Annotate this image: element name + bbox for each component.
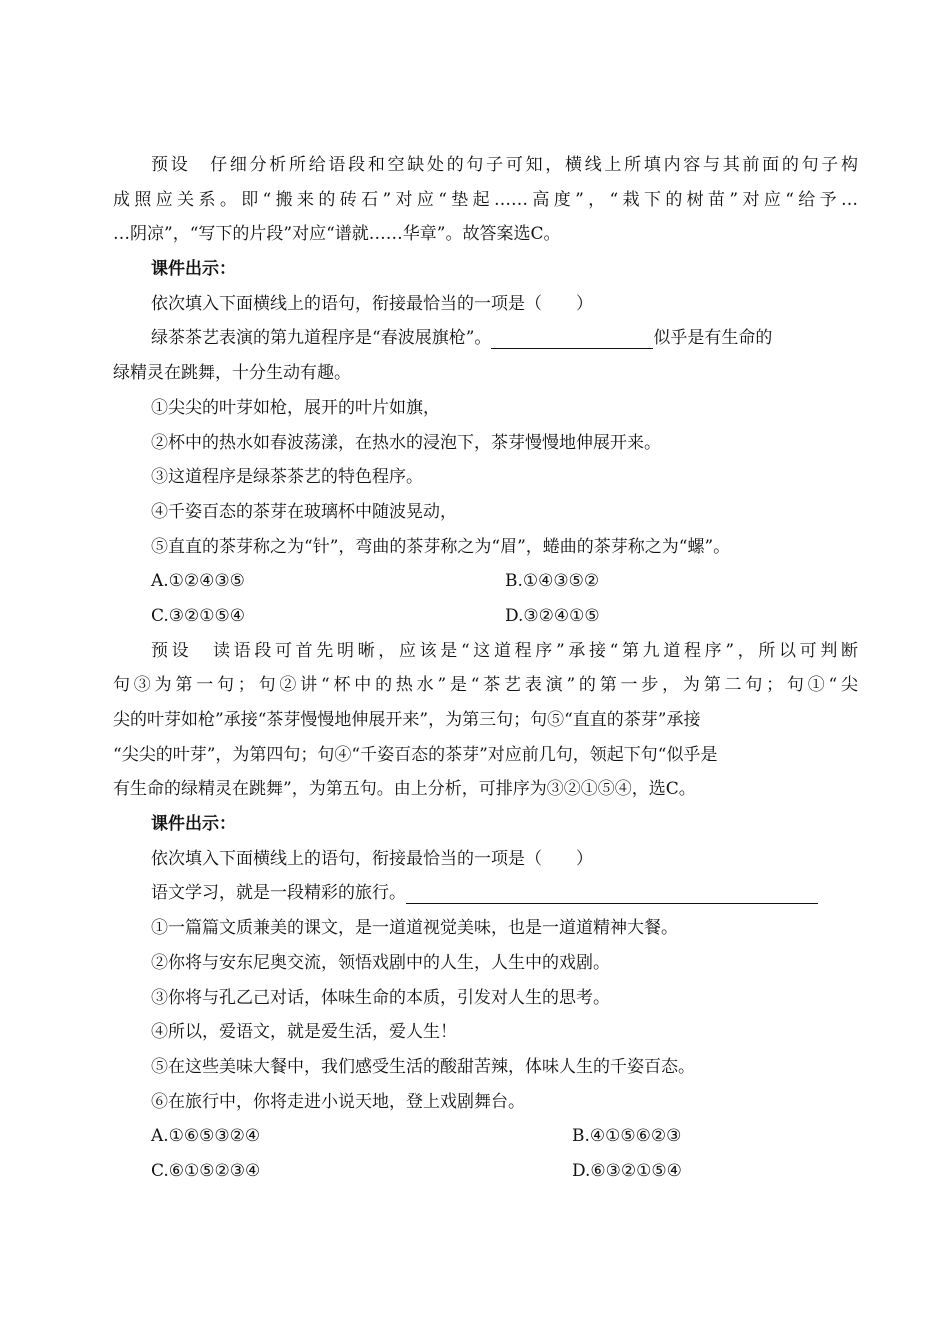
analysis1-line-1: 预设 仔细分析所给语段和空缺处的句子可知，横线上所填内容与其前面的句子构 (151, 155, 858, 175)
q1-prompt: 依次填入下面横线上的语句，衔接最恰当的一项是（ ） (151, 293, 593, 314)
q1-option-c: C.③②①⑤④ (151, 605, 246, 626)
q1-options-row-2 (113, 599, 858, 634)
q1-passage-line-2: 绿精灵在跳舞，十分生动有趣。 (113, 363, 351, 384)
q2-option-a: A.①⑥⑤③②④ (151, 1126, 261, 1147)
q1-heading: 课件出示： (151, 259, 236, 280)
q2-item-1: ①一篇篇文质兼美的课文，是一道道视觉美味，也是一道道精神大餐。 (151, 918, 678, 939)
q2-option-c: C.⑥①⑤②③④ (151, 1160, 261, 1181)
q2-options-row-2 (113, 1154, 858, 1189)
q2-item-2: ②你将与安东尼奥交流，领悟戏剧中的人生，人生中的戏剧。 (151, 952, 610, 973)
q1-item-4: ④千姿百态的茶芽在玻璃杯中随波晃动， (151, 501, 457, 522)
q1-item-2: ②杯中的热水如春波荡漾，在热水的浸泡下，茶芽慢慢地伸展开来。 (151, 432, 661, 453)
q1-item-5: ⑤直直的茶芽称之为“针”，弯曲的茶芽称之为“眉”，蜷曲的茶芽称之为“螺”。 (151, 536, 731, 557)
q1-option-d: D.③②④①⑤ (505, 605, 600, 626)
q1-passage-after: 似乎是有生命的 (653, 328, 773, 349)
analysis2-line-5: 有生命的绿精灵在跳舞”，为第五句。由上分析，可排序为③②①⑤④，选C。 (113, 779, 696, 800)
q1-fill-blank (491, 324, 653, 349)
q1-passage-line-1 (113, 321, 858, 356)
q2-item-3: ③你将与孔乙己对话，体味生命的本质，引发对人生的思考。 (151, 987, 610, 1008)
q1-option-b: B.①④③⑤② (505, 571, 600, 592)
q2-prompt: 依次填入下面横线上的语句，衔接最恰当的一项是（ ） (151, 848, 593, 869)
q2-options-row-1 (113, 1119, 858, 1154)
q1-item-3: ③这道程序是绿茶茶艺的特色程序。 (151, 467, 423, 488)
q2-passage-line-1 (113, 876, 858, 911)
q2-option-b: B.④①⑤⑥②③ (572, 1126, 682, 1147)
analysis2-line-3: 尖的叶芽如枪”承接“茶芽慢慢地伸展开来”，为第三句；句⑤“直直的茶芽”承接 (113, 710, 701, 730)
document-body (113, 148, 858, 1189)
q2-heading: 课件出示： (151, 814, 236, 835)
q1-item-1: ①尖尖的叶芽如枪，展开的叶片如旗， (151, 397, 440, 418)
q2-item-4: ④所以，爱语文，就是爱生活，爱人生！ (151, 1022, 457, 1043)
analysis2-line-4: “尖尖的叶芽”，为第四句；句④“千姿百态的茶芽”对应前几句，领起下句“似乎是 (113, 744, 718, 765)
q2-item-5: ⑤在这些美味大餐中，我们感受生活的酸甜苦辣，体味人生的千姿百态。 (151, 1056, 695, 1077)
analysis2-line-2: 句③为第一句；句②讲“杯中的热水”是“茶艺表演”的第一步，为第二句；句①“尖 (113, 675, 858, 696)
q1-options-row-1 (113, 564, 858, 599)
q1-option-a: A.①②④③⑤ (151, 571, 245, 592)
q2-item-6: ⑥在旅行中，你将走进小说天地，登上戏剧舞台。 (151, 1091, 525, 1112)
analysis2-line-1: 预设 读语段可首先明晰，应该是“这道程序”承接“第九道程序”，所以可判断 (151, 640, 858, 661)
q2-fill-blank (406, 879, 818, 904)
analysis1-line-3: …阴凉”，“写下的片段”对应“谱就……华章”。故答案选C。 (113, 224, 561, 245)
q2-option-d: D.⑥③②①⑤④ (572, 1160, 682, 1181)
q1-passage-before: 绿茶茶艺表演的第九道程序是“春波展旗枪”。 (151, 328, 492, 349)
analysis1-line-2: 成照应关系。即“搬来的砖石”对应“垫起……高度”，“栽下的树苗”对应“给予… (113, 189, 858, 210)
q2-passage-before: 语文学习，就是一段精彩的旅行。 (151, 883, 406, 904)
